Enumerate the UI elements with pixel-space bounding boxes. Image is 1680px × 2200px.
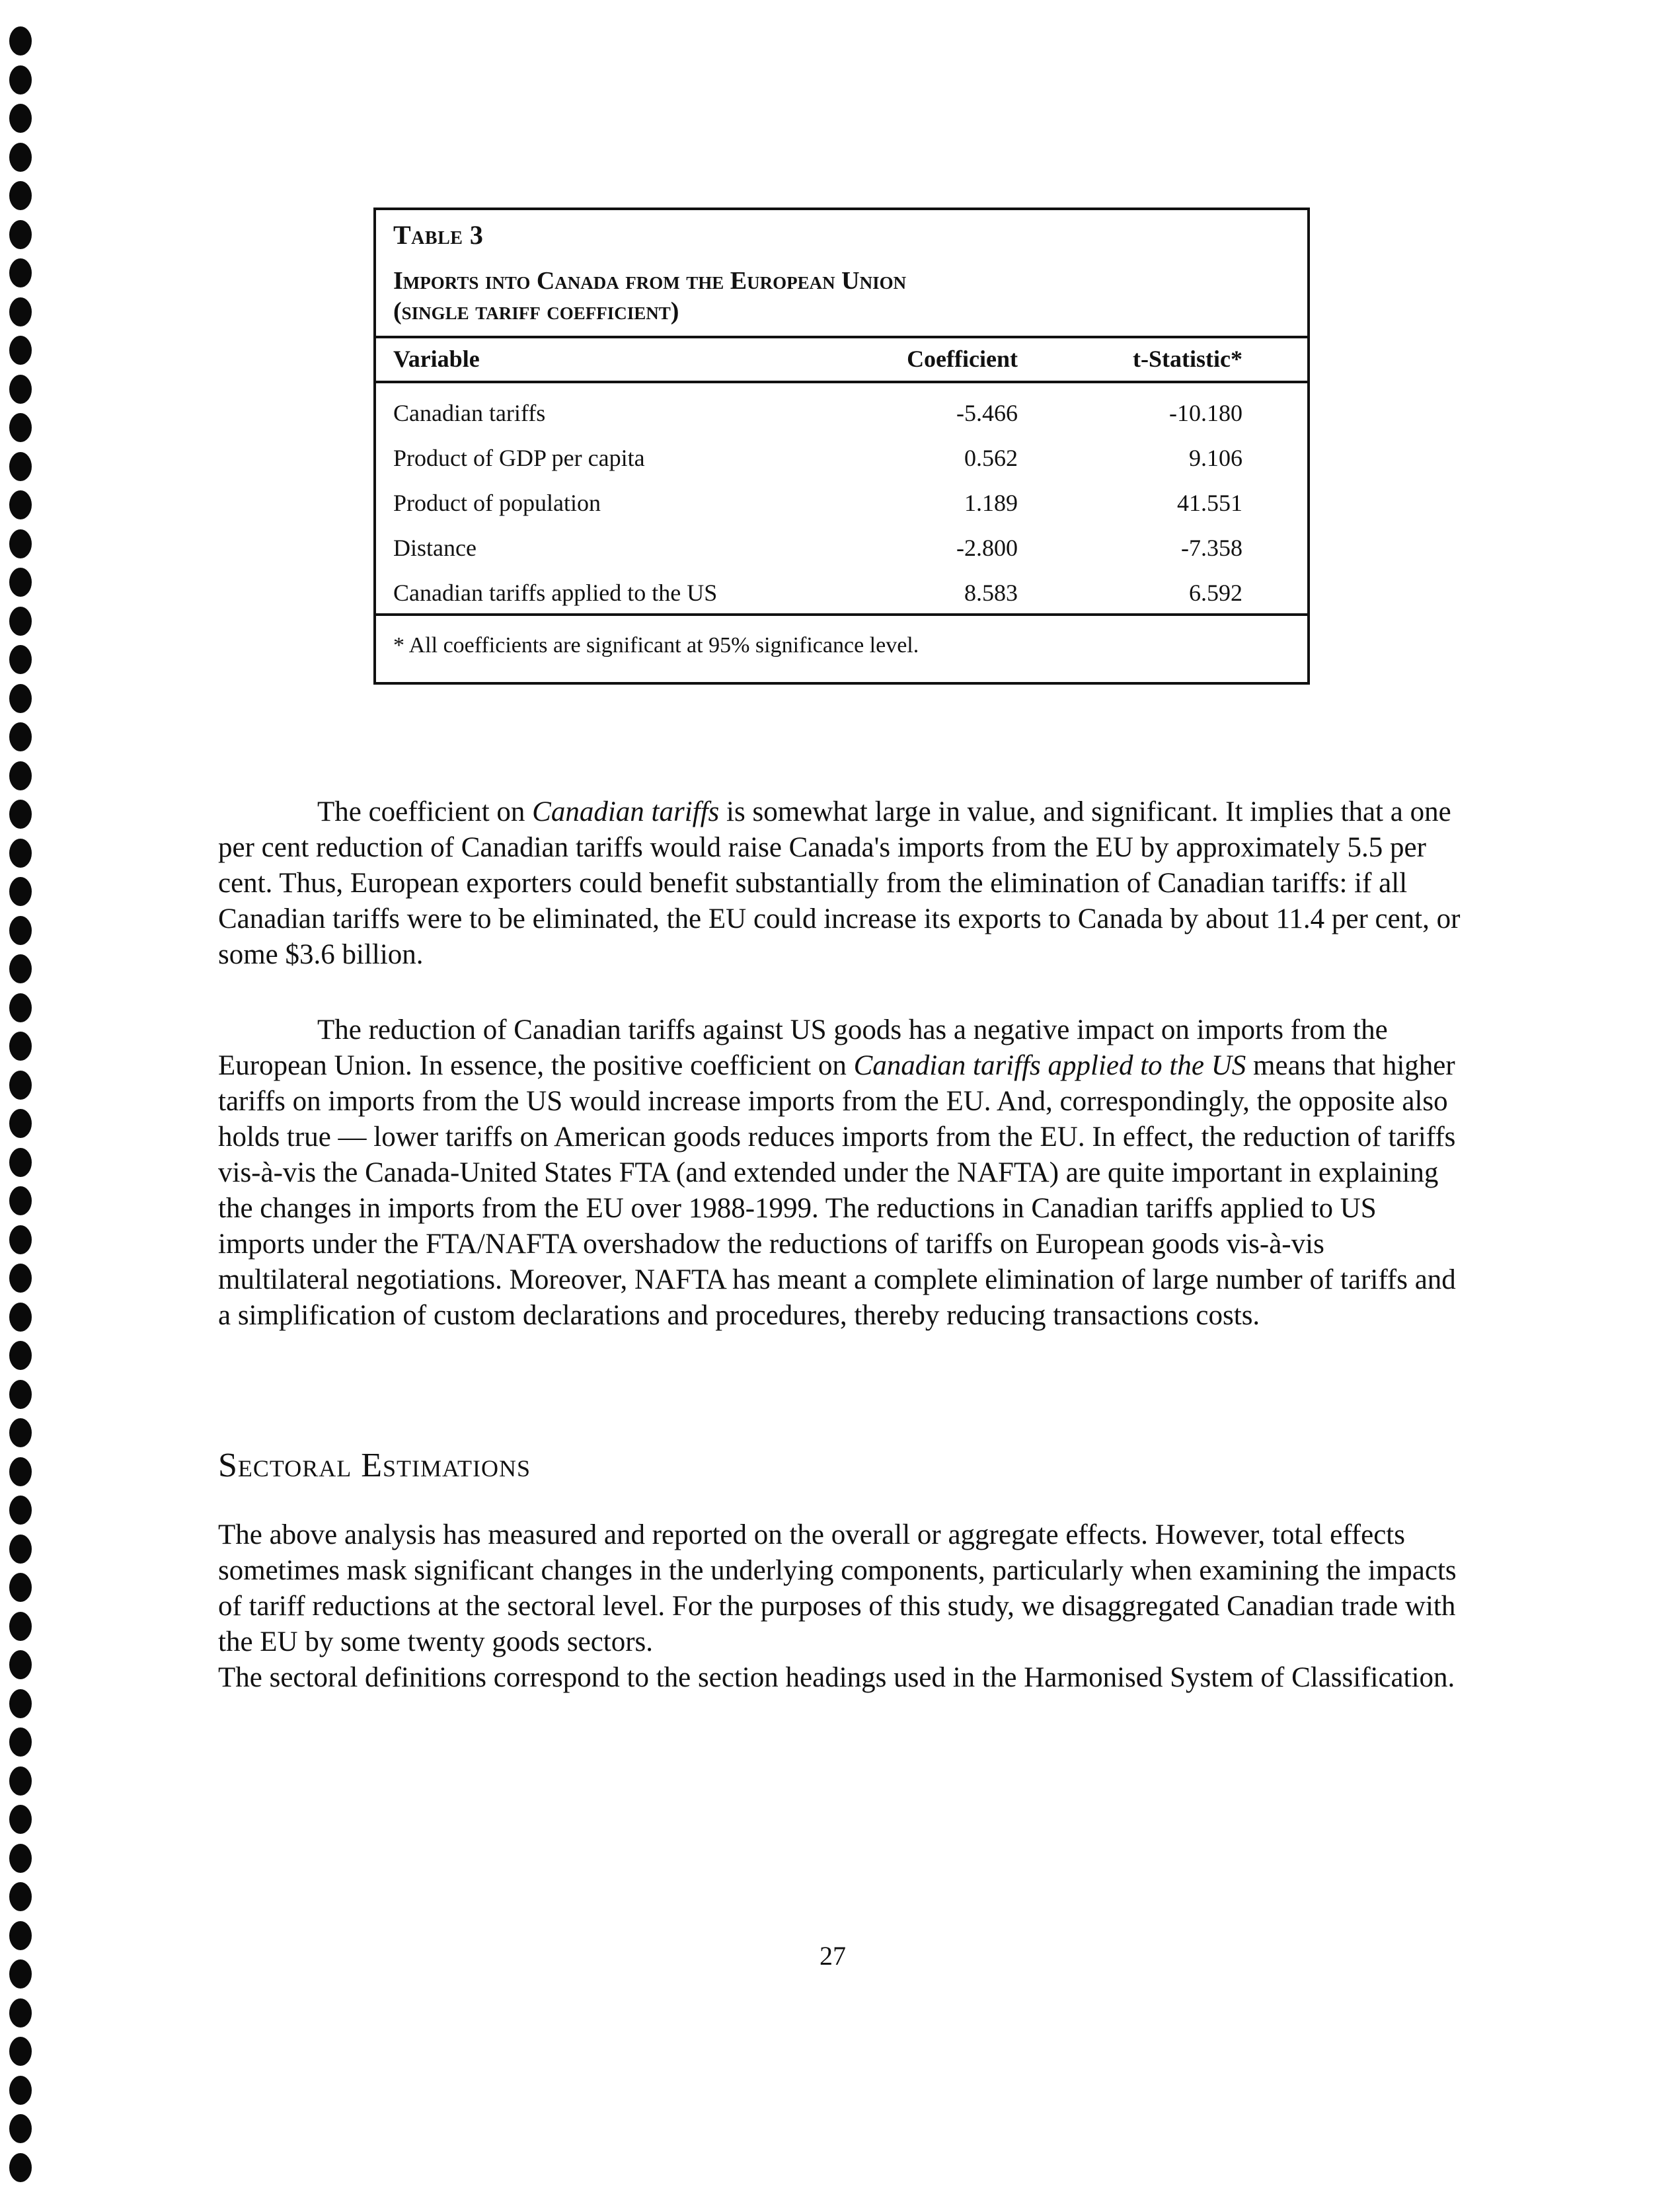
col-header-coefficient: Coefficient xyxy=(907,346,1018,372)
table-row xyxy=(376,390,1307,435)
cell-coefficient: 0.562 xyxy=(964,445,1018,471)
binder-hole xyxy=(9,645,32,674)
table-label: Table 3 xyxy=(393,220,484,250)
binder-hole xyxy=(9,1496,32,1525)
cell-variable: Distance xyxy=(393,535,477,561)
cell-coefficient: -5.466 xyxy=(956,400,1018,426)
binder-hole xyxy=(9,1689,32,1718)
binder-hole xyxy=(9,1380,32,1409)
binder-hole xyxy=(9,1071,32,1100)
table-rule-bottom xyxy=(376,613,1307,616)
paragraph-1-emphasis: Canadian tariffs xyxy=(532,796,720,827)
table-row xyxy=(376,570,1307,615)
page-number: 27 xyxy=(820,1941,846,1971)
cell-variable: Canadian tariffs applied to the US xyxy=(393,580,718,606)
binder-hole xyxy=(9,297,32,326)
binder-hole xyxy=(9,954,32,983)
binder-hole xyxy=(9,1727,32,1757)
binder-hole xyxy=(9,1032,32,1061)
binder-hole xyxy=(9,452,32,481)
binder-hole xyxy=(9,258,32,287)
binder-hole xyxy=(9,2114,32,2143)
binder-hole xyxy=(9,375,32,404)
binder-hole xyxy=(9,839,32,868)
binder-holes xyxy=(0,26,40,2194)
table-header xyxy=(376,340,1307,373)
table-title xyxy=(393,266,906,326)
table-row xyxy=(376,435,1307,480)
paragraph-3 xyxy=(218,1517,1461,1696)
binder-hole xyxy=(9,490,32,519)
binder-hole xyxy=(9,1921,32,1950)
binder-hole xyxy=(9,1612,32,1641)
paragraph-2 xyxy=(218,1012,1461,1334)
binder-hole xyxy=(9,2037,32,2066)
binder-hole xyxy=(9,1844,32,1873)
binder-hole xyxy=(9,1264,32,1293)
col-header-t-statistic: t-Statistic* xyxy=(1133,346,1242,372)
binder-hole xyxy=(9,2076,32,2105)
cell-t-statistic: 6.592 xyxy=(1189,580,1242,606)
binder-hole xyxy=(9,143,32,172)
cell-variable: Product of GDP per capita xyxy=(393,445,645,471)
table-title-line1: Imports into Canada from the European Union xyxy=(393,267,907,295)
cell-t-statistic: -7.358 xyxy=(1181,535,1242,561)
binder-hole xyxy=(9,1418,32,1447)
binder-hole xyxy=(9,1882,32,1911)
cell-variable: Canadian tariffs xyxy=(393,400,546,426)
cell-variable: Product of population xyxy=(393,490,601,516)
table-footnote: * All coefficients are significant at 95% significance level. xyxy=(393,633,919,658)
binder-hole xyxy=(9,800,32,829)
table-rule-top xyxy=(376,336,1307,338)
paragraph-4-text: The sectoral definitions correspond to the section headings used in the Harmonised System of Classification. xyxy=(218,1662,1455,1693)
binder-hole xyxy=(9,1109,32,1138)
binder-hole xyxy=(9,1341,32,1370)
binder-hole xyxy=(9,916,32,945)
paragraph-2-text-a: The reduction of Canadian tariffs against US goods has a negative impact on imports from the European Union. In essence, the positive coefficient on xyxy=(218,1014,1388,1081)
binder-hole xyxy=(9,413,32,442)
binder-hole xyxy=(9,220,32,249)
binder-hole xyxy=(9,761,32,790)
binder-hole xyxy=(9,607,32,636)
binder-hole xyxy=(9,568,32,597)
col-header-variable: Variable xyxy=(393,346,480,372)
binder-hole xyxy=(9,1766,32,1796)
binder-hole xyxy=(9,1303,32,1332)
binder-hole xyxy=(9,1650,32,1679)
binder-hole xyxy=(9,1805,32,1834)
table-title-line2: (single tariff coefficient) xyxy=(393,297,679,325)
binder-hole xyxy=(9,1148,32,1177)
regression-table xyxy=(373,208,1310,685)
binder-hole xyxy=(9,181,32,210)
table-row xyxy=(376,525,1307,570)
binder-hole xyxy=(9,336,32,365)
paragraph-2-text-c: means that higher tariffs on imports from the US would increase imports from the EU. And, correspondingly, the opposite also holds true — lower tariffs on American goods reduces imports from the EU. In effect, the reduction of tariffs vis-à-vis the Canada-United States FTA (and extended under the NAFTA) are quite important in explaining the changes in imports from the EU over 1988-1999. The reductions in Canadian tariffs applied to US imports under the FTA/NAFTA overshadow the reductions of tariffs on European goods vis-à-vis multilateral negotiations. Moreover, NAFTA has meant a complete elimination of large number of tariffs and a simplification of custom declarations and procedures, thereby reducing transactions costs. xyxy=(218,1050,1456,1331)
binder-hole xyxy=(9,1457,32,1486)
table-row xyxy=(376,480,1307,525)
binder-hole xyxy=(9,104,32,133)
binder-hole xyxy=(9,993,32,1022)
binder-hole xyxy=(9,1998,32,2028)
binder-hole xyxy=(9,2153,32,2182)
cell-coefficient: 8.583 xyxy=(964,580,1018,606)
cell-t-statistic: -10.180 xyxy=(1169,400,1242,426)
binder-hole xyxy=(9,1535,32,1564)
table-rule-header xyxy=(376,381,1307,383)
binder-hole xyxy=(9,1959,32,1989)
binder-hole xyxy=(9,529,32,558)
paragraph-1-text-a: The coefficient on xyxy=(317,796,533,827)
cell-coefficient: -2.800 xyxy=(956,535,1018,561)
binder-hole xyxy=(9,877,32,906)
binder-hole xyxy=(9,1573,32,1602)
cell-t-statistic: 41.551 xyxy=(1177,490,1242,516)
paragraph-1 xyxy=(218,794,1461,973)
paragraph-2-emphasis: Canadian tariffs applied to the US xyxy=(853,1050,1246,1081)
binder-hole xyxy=(9,684,32,713)
binder-hole xyxy=(9,722,32,751)
paragraph-1-text-c: is somewhat large in value, and significant. It implies that a one per cent reduction of Canadian tariffs would raise Canada's imports from the EU by approximately 5.5 per cent. Thus, European exporters could benefit substantially from the elimination of Canadian tariffs: if all Canadian tariffs were to be eliminated, the EU could increase its exports to Canada by about 11.4 per cent, or some $3.6 billion. xyxy=(218,796,1461,970)
cell-coefficient: 1.189 xyxy=(964,490,1018,516)
binder-hole xyxy=(9,26,32,56)
section-heading: Sectoral Estimations xyxy=(218,1447,531,1484)
binder-hole xyxy=(9,1186,32,1215)
paragraph-3-text: The above analysis has measured and reported on the overall or aggregate effects. However, total effects sometimes mask significant changes in the underlying components, particularly when examining the impacts of tariff reductions at the sectoral level. For the purposes of this study, we disaggregated Canadian trade with the EU by some twenty goods sectors. xyxy=(218,1519,1457,1657)
binder-hole xyxy=(9,65,32,95)
cell-t-statistic: 9.106 xyxy=(1189,445,1242,471)
binder-hole xyxy=(9,1225,32,1254)
